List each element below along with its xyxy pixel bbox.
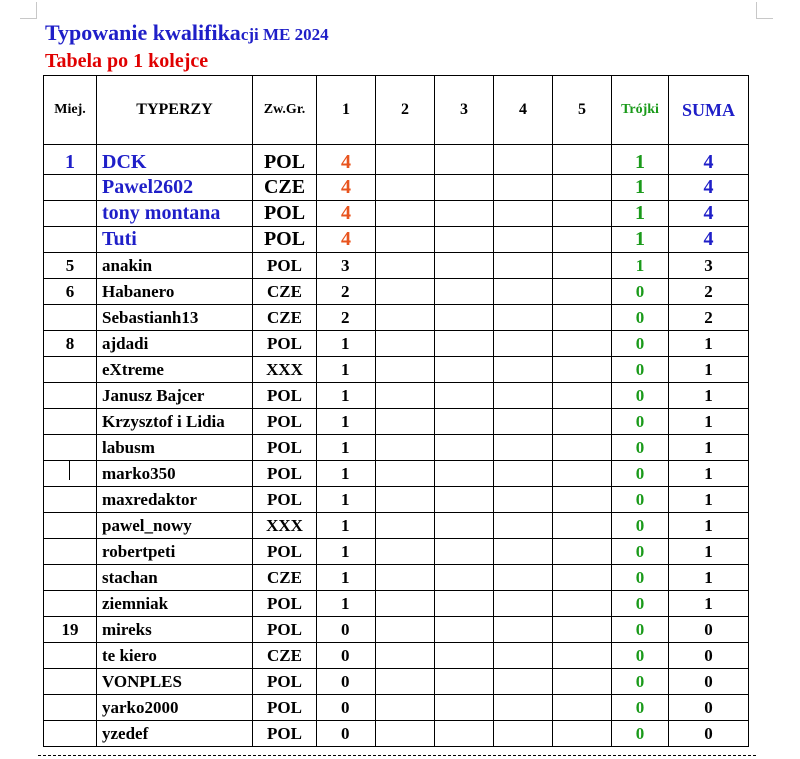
- round-5-points-cell: [553, 253, 612, 279]
- round-5-points-cell: [553, 201, 612, 227]
- rank-cell: 6: [44, 279, 97, 305]
- round-4-points-cell: [494, 145, 553, 175]
- table-row: [44, 201, 749, 227]
- suma-cell: 0: [669, 617, 749, 643]
- round-3-points-cell: [435, 383, 494, 409]
- round-4-points-cell: [494, 435, 553, 461]
- suma-cell: 4: [669, 227, 749, 253]
- group-cell: CZE: [253, 643, 317, 669]
- player-name-cell: Tuti: [97, 227, 253, 253]
- table-row: [44, 461, 749, 487]
- suma-cell: 2: [669, 305, 749, 331]
- player-name-cell: Krzysztof i Lidia: [97, 409, 253, 435]
- round-2-points-cell: [376, 643, 435, 669]
- round-5-points-cell: [553, 175, 612, 201]
- rank-cell: [44, 487, 97, 513]
- round-2-points-cell: [376, 175, 435, 201]
- group-cell: POL: [253, 591, 317, 617]
- suma-cell: 1: [669, 565, 749, 591]
- rank-cell: [44, 539, 97, 565]
- standings-table: [43, 75, 749, 747]
- round-3-points-cell: [435, 357, 494, 383]
- group-cell: POL: [253, 539, 317, 565]
- round-4-points-cell: [494, 175, 553, 201]
- table-row: [44, 565, 749, 591]
- group-cell: POL: [253, 227, 317, 253]
- round-4-points-cell: [494, 643, 553, 669]
- suma-cell: 1: [669, 591, 749, 617]
- trojki-cell: 0: [612, 591, 669, 617]
- round-1-points-cell: 4: [317, 145, 376, 175]
- table-row: [44, 227, 749, 253]
- group-cell: POL: [253, 721, 317, 747]
- round-2-points-cell: [376, 305, 435, 331]
- suma-cell: 1: [669, 513, 749, 539]
- player-name-cell: DCK: [97, 145, 253, 175]
- round-3-points-cell: [435, 617, 494, 643]
- suma-cell: 1: [669, 357, 749, 383]
- round-3-points-cell: [435, 305, 494, 331]
- round-1-points-cell: 2: [317, 279, 376, 305]
- round-3-points-cell: [435, 513, 494, 539]
- round-3-points-cell: [435, 175, 494, 201]
- player-name-cell: yzedef: [97, 721, 253, 747]
- round-2-points-cell: [376, 565, 435, 591]
- round-5-points-cell: [553, 331, 612, 357]
- rank-cell: [44, 201, 97, 227]
- round-5-points-cell: [553, 461, 612, 487]
- table-row: [44, 695, 749, 721]
- suma-cell: 1: [669, 435, 749, 461]
- round-3-points-cell: [435, 669, 494, 695]
- round-5-points-cell: [553, 513, 612, 539]
- round-2-points-cell: [376, 539, 435, 565]
- player-name-cell: Sebastianh13: [97, 305, 253, 331]
- rank-cell: [44, 461, 97, 487]
- player-name-cell: marko350: [97, 461, 253, 487]
- group-cell: POL: [253, 695, 317, 721]
- round-2-points-cell: [376, 435, 435, 461]
- round-5-points-cell: [553, 695, 612, 721]
- round-2-points-cell: [376, 669, 435, 695]
- round-2-points-cell: [376, 721, 435, 747]
- round-3-points-cell: [435, 279, 494, 305]
- round-1-points-cell: 1: [317, 513, 376, 539]
- header-round-5: 5: [553, 76, 612, 145]
- round-1-points-cell: 3: [317, 253, 376, 279]
- rank-cell: [44, 513, 97, 539]
- round-5-points-cell: [553, 539, 612, 565]
- round-5-points-cell: [553, 145, 612, 175]
- round-4-points-cell: [494, 383, 553, 409]
- title-main: Typowanie kwalifika: [45, 20, 241, 45]
- round-5-points-cell: [553, 669, 612, 695]
- round-4-points-cell: [494, 305, 553, 331]
- round-1-points-cell: 1: [317, 357, 376, 383]
- player-name-cell: stachan: [97, 565, 253, 591]
- rank-cell: [44, 409, 97, 435]
- player-name-cell: eXtreme: [97, 357, 253, 383]
- player-name-cell: mireks: [97, 617, 253, 643]
- round-1-points-cell: 1: [317, 383, 376, 409]
- round-3-points-cell: [435, 539, 494, 565]
- round-1-points-cell: 1: [317, 331, 376, 357]
- round-4-points-cell: [494, 565, 553, 591]
- suma-cell: 1: [669, 487, 749, 513]
- round-5-points-cell: [553, 487, 612, 513]
- round-5-points-cell: [553, 617, 612, 643]
- round-1-points-cell: 0: [317, 643, 376, 669]
- group-cell: CZE: [253, 305, 317, 331]
- group-cell: POL: [253, 409, 317, 435]
- rank-cell: [44, 357, 97, 383]
- rank-cell: 1: [44, 145, 97, 175]
- rank-cell: [44, 643, 97, 669]
- round-2-points-cell: [376, 487, 435, 513]
- player-name-cell: te kiero: [97, 643, 253, 669]
- suma-cell: 2: [669, 279, 749, 305]
- round-4-points-cell: [494, 409, 553, 435]
- suma-cell: 1: [669, 331, 749, 357]
- header-group: Zw.Gr.: [253, 76, 317, 145]
- rank-cell: 5: [44, 253, 97, 279]
- round-3-points-cell: [435, 461, 494, 487]
- group-cell: POL: [253, 383, 317, 409]
- trojki-cell: 1: [612, 145, 669, 175]
- round-3-points-cell: [435, 695, 494, 721]
- table-row: [44, 383, 749, 409]
- round-3-points-cell: [435, 643, 494, 669]
- round-2-points-cell: [376, 617, 435, 643]
- suma-cell: 0: [669, 721, 749, 747]
- round-1-points-cell: 4: [317, 201, 376, 227]
- group-cell: CZE: [253, 565, 317, 591]
- page-corner-mark-left: [20, 2, 37, 19]
- round-4-points-cell: [494, 357, 553, 383]
- suma-cell: 1: [669, 539, 749, 565]
- round-1-points-cell: 1: [317, 539, 376, 565]
- round-4-points-cell: [494, 227, 553, 253]
- header-place: Miej.: [44, 76, 97, 145]
- table-header-row: [44, 76, 749, 145]
- group-cell: POL: [253, 253, 317, 279]
- header-round-1: 1: [317, 76, 376, 145]
- player-name-cell: VONPLES: [97, 669, 253, 695]
- player-name-cell: labusm: [97, 435, 253, 461]
- trojki-cell: 0: [612, 383, 669, 409]
- suma-cell: 0: [669, 695, 749, 721]
- round-4-points-cell: [494, 591, 553, 617]
- suma-cell: 1: [669, 461, 749, 487]
- table-row: [44, 305, 749, 331]
- round-4-points-cell: [494, 539, 553, 565]
- round-1-points-cell: 0: [317, 721, 376, 747]
- header-round-4: 4: [494, 76, 553, 145]
- round-2-points-cell: [376, 695, 435, 721]
- trojki-cell: 0: [612, 617, 669, 643]
- round-3-points-cell: [435, 331, 494, 357]
- rank-cell: [44, 695, 97, 721]
- round-2-points-cell: [376, 253, 435, 279]
- round-4-points-cell: [494, 461, 553, 487]
- table-row: [44, 669, 749, 695]
- round-3-points-cell: [435, 227, 494, 253]
- table-row: [44, 643, 749, 669]
- rank-cell: [44, 721, 97, 747]
- group-cell: POL: [253, 145, 317, 175]
- player-name-cell: pawel_nowy: [97, 513, 253, 539]
- round-4-points-cell: [494, 253, 553, 279]
- round-1-points-cell: 0: [317, 669, 376, 695]
- table-row: [44, 279, 749, 305]
- round-1-points-cell: 0: [317, 695, 376, 721]
- rank-cell: [44, 227, 97, 253]
- player-name-cell: anakin: [97, 253, 253, 279]
- trojki-cell: 0: [612, 461, 669, 487]
- group-cell: CZE: [253, 175, 317, 201]
- rank-cell: [44, 383, 97, 409]
- page-corner-mark-right: [756, 2, 773, 19]
- player-name-cell: Pawel2602: [97, 175, 253, 201]
- round-4-points-cell: [494, 487, 553, 513]
- round-2-points-cell: [376, 357, 435, 383]
- table-row: [44, 487, 749, 513]
- player-name-cell: Janusz Bajcer: [97, 383, 253, 409]
- round-5-points-cell: [553, 383, 612, 409]
- group-cell: POL: [253, 331, 317, 357]
- round-5-points-cell: [553, 409, 612, 435]
- round-2-points-cell: [376, 383, 435, 409]
- rank-cell: [44, 565, 97, 591]
- table-row: [44, 357, 749, 383]
- round-3-points-cell: [435, 565, 494, 591]
- rank-cell: 8: [44, 331, 97, 357]
- trojki-cell: 0: [612, 331, 669, 357]
- trojki-cell: 0: [612, 539, 669, 565]
- round-5-points-cell: [553, 227, 612, 253]
- trojki-cell: 1: [612, 253, 669, 279]
- player-name-cell: yarko2000: [97, 695, 253, 721]
- round-1-points-cell: 0: [317, 617, 376, 643]
- page-subtitle: Tabela po 1 kolejce: [45, 50, 209, 72]
- round-3-points-cell: [435, 409, 494, 435]
- round-1-points-cell: 2: [317, 305, 376, 331]
- group-cell: POL: [253, 201, 317, 227]
- suma-cell: 3: [669, 253, 749, 279]
- trojki-cell: 0: [612, 487, 669, 513]
- round-1-points-cell: 1: [317, 409, 376, 435]
- trojki-cell: 0: [612, 565, 669, 591]
- text-cursor: [69, 460, 70, 480]
- page-break-line: [38, 755, 756, 756]
- round-2-points-cell: [376, 279, 435, 305]
- round-5-points-cell: [553, 721, 612, 747]
- table-row: [44, 591, 749, 617]
- round-2-points-cell: [376, 591, 435, 617]
- group-cell: XXX: [253, 357, 317, 383]
- trojki-cell: 1: [612, 227, 669, 253]
- player-name-cell: Habanero: [97, 279, 253, 305]
- round-3-points-cell: [435, 201, 494, 227]
- trojki-cell: 0: [612, 721, 669, 747]
- player-name-cell: maxredaktor: [97, 487, 253, 513]
- player-name-cell: ziemniak: [97, 591, 253, 617]
- header-players: TYPERZY: [97, 76, 253, 145]
- table-row: [44, 721, 749, 747]
- round-3-points-cell: [435, 435, 494, 461]
- round-2-points-cell: [376, 145, 435, 175]
- table-row: [44, 331, 749, 357]
- table-row: [44, 175, 749, 201]
- suma-cell: 4: [669, 145, 749, 175]
- rank-cell: [44, 305, 97, 331]
- suma-cell: 4: [669, 201, 749, 227]
- table-row: [44, 617, 749, 643]
- round-5-points-cell: [553, 643, 612, 669]
- title-suffix: cji ME 2024: [240, 25, 329, 44]
- round-2-points-cell: [376, 227, 435, 253]
- rank-cell: [44, 435, 97, 461]
- round-5-points-cell: [553, 591, 612, 617]
- round-1-points-cell: 1: [317, 461, 376, 487]
- trojki-cell: 0: [612, 305, 669, 331]
- round-1-points-cell: 1: [317, 565, 376, 591]
- round-1-points-cell: 1: [317, 435, 376, 461]
- round-3-points-cell: [435, 591, 494, 617]
- rank-cell: [44, 591, 97, 617]
- round-4-points-cell: [494, 669, 553, 695]
- table-row: [44, 435, 749, 461]
- round-2-points-cell: [376, 409, 435, 435]
- rank-cell: [44, 175, 97, 201]
- round-1-points-cell: 4: [317, 227, 376, 253]
- trojki-cell: 0: [612, 279, 669, 305]
- trojki-cell: 0: [612, 643, 669, 669]
- header-round-2: 2: [376, 76, 435, 145]
- round-4-points-cell: [494, 279, 553, 305]
- round-3-points-cell: [435, 253, 494, 279]
- table-row: [44, 539, 749, 565]
- suma-cell: 1: [669, 383, 749, 409]
- trojki-cell: 1: [612, 201, 669, 227]
- round-4-points-cell: [494, 331, 553, 357]
- suma-cell: 1: [669, 409, 749, 435]
- group-cell: POL: [253, 487, 317, 513]
- round-5-points-cell: [553, 357, 612, 383]
- player-name-cell: ajdadi: [97, 331, 253, 357]
- trojki-cell: 0: [612, 435, 669, 461]
- table-row: [44, 253, 749, 279]
- round-2-points-cell: [376, 461, 435, 487]
- round-5-points-cell: [553, 305, 612, 331]
- trojki-cell: 1: [612, 175, 669, 201]
- table-row: [44, 409, 749, 435]
- header-round-3: 3: [435, 76, 494, 145]
- rank-cell: [44, 669, 97, 695]
- round-2-points-cell: [376, 331, 435, 357]
- round-5-points-cell: [553, 435, 612, 461]
- round-3-points-cell: [435, 145, 494, 175]
- group-cell: POL: [253, 461, 317, 487]
- player-name-cell: tony montana: [97, 201, 253, 227]
- suma-cell: 0: [669, 669, 749, 695]
- group-cell: POL: [253, 435, 317, 461]
- rank-cell: 19: [44, 617, 97, 643]
- trojki-cell: 0: [612, 669, 669, 695]
- round-2-points-cell: [376, 513, 435, 539]
- group-cell: POL: [253, 669, 317, 695]
- suma-cell: 0: [669, 643, 749, 669]
- trojki-cell: 0: [612, 513, 669, 539]
- group-cell: POL: [253, 617, 317, 643]
- round-4-points-cell: [494, 617, 553, 643]
- round-4-points-cell: [494, 201, 553, 227]
- round-4-points-cell: [494, 513, 553, 539]
- round-1-points-cell: 4: [317, 175, 376, 201]
- round-3-points-cell: [435, 721, 494, 747]
- round-5-points-cell: [553, 565, 612, 591]
- round-1-points-cell: 1: [317, 487, 376, 513]
- round-1-points-cell: 1: [317, 591, 376, 617]
- header-suma: SUMA: [669, 76, 749, 145]
- group-cell: CZE: [253, 279, 317, 305]
- trojki-cell: 0: [612, 357, 669, 383]
- trojki-cell: 0: [612, 409, 669, 435]
- header-trojki: Trójki: [612, 76, 669, 145]
- round-4-points-cell: [494, 721, 553, 747]
- table-row: [44, 145, 749, 175]
- round-4-points-cell: [494, 695, 553, 721]
- table-row: [44, 513, 749, 539]
- suma-cell: 4: [669, 175, 749, 201]
- trojki-cell: 0: [612, 695, 669, 721]
- player-name-cell: robertpeti: [97, 539, 253, 565]
- round-2-points-cell: [376, 201, 435, 227]
- page-title: [45, 20, 329, 46]
- round-5-points-cell: [553, 279, 612, 305]
- round-3-points-cell: [435, 487, 494, 513]
- group-cell: XXX: [253, 513, 317, 539]
